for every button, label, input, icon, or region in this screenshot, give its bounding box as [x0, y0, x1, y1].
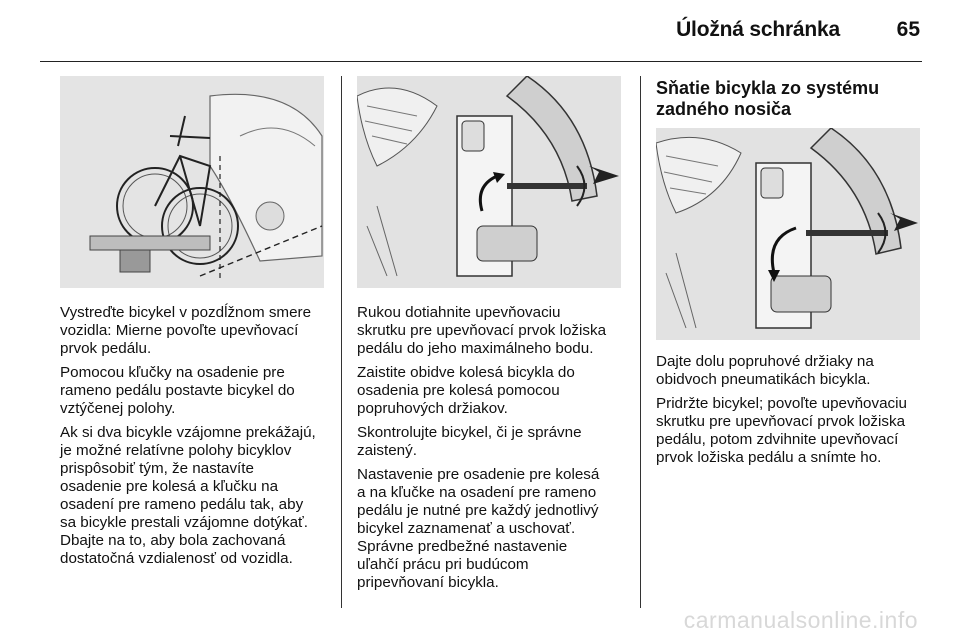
bike-carrier-illustration [60, 76, 324, 288]
bike-carrier-with-bicycles-icon [60, 76, 324, 288]
pedal-clamp-tighten-icon [357, 76, 621, 288]
page-number: 65 [896, 18, 920, 41]
watermark: carmanualsonline.info [683, 607, 918, 633]
column-divider [640, 76, 641, 608]
paragraph: Zaistite obidve kolesá bicykla do osadenia pre kolesá pomocou popruhových držiakov. [357, 364, 575, 417]
paragraph: Pridržte bicykel; povoľte upevňovaciu skrutku pre upevňovací prvok ložiska pedálu, potom zdvihnite upevňovací prvok ložiska pedálu a snímte ho. [656, 395, 907, 466]
paragraph: Rukou dotiahnite upevňovaciu skrutku pre upevňovací prvok ložiska pedálu do jeho maximálneho bodu. [357, 304, 607, 357]
pedal-clamp-loosen-icon [656, 128, 920, 340]
paragraph: Nastavenie pre osadenie pre kolesá a na kľučke na osadení pre rameno pedálu je nutné pre každý jednotlivý bicykel zaznamenať a uschovať. Správne predbežné nastavenie uľahčí prácu pri budúcom pripevňovaní bicykla. [357, 466, 600, 591]
paragraph: Dajte dolu popruhové držiaky na obidvoch pneumatikách bicykla. [656, 353, 874, 388]
paragraph: Skontrolujte bicykel, či je správne zaistený. [357, 424, 582, 459]
pedal-clamp-tighten-illustration [357, 76, 621, 288]
chapter-title: Úložná schránka [676, 18, 840, 41]
column-1-text [60, 304, 335, 574]
column-3-text [656, 353, 931, 473]
column-2-text [357, 304, 632, 598]
column-divider [341, 76, 342, 608]
header-divider [40, 61, 922, 62]
paragraph: Pomocou kľučky na osadenie pre rameno pedálu postavte bicykel do vztýčenej polohy. [60, 364, 295, 417]
section-heading: Sňatie bicykla zo systému zadného nosiča [656, 78, 880, 119]
paragraph: Ak si dva bicykle vzájomne prekážajú, je možné relatívne polohy bicyklov prispôsobiť tým, že nastavíte osadenie pre kolesá a kľučku na osadení pre rameno pedálu tak, aby sa bicykle prestali vzájomne dotýkať. Dbajte na to, aby bola zachovaná dostatočná vzdialenosť od vozidla. [60, 424, 316, 567]
pedal-clamp-loosen-illustration [656, 128, 920, 340]
paragraph: Vystreďte bicykel v pozdĺžnom smere vozidla: Mierne povoľte upevňovací prvok pedálu. [60, 304, 312, 357]
